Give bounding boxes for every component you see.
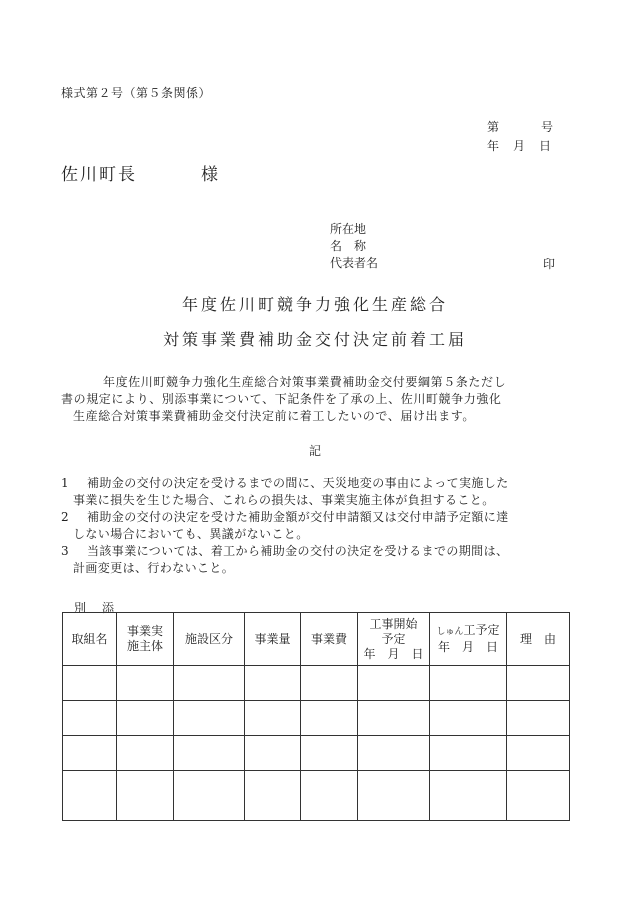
condition-item-2 — [61, 509, 581, 543]
table-cell[interactable] — [430, 666, 507, 701]
conditions-list — [61, 475, 581, 577]
condition-line-2: 計画変更は、行わないこと。 — [73, 561, 235, 575]
body-line-2: 書の規定により、別添事業について、下記条件を了承の上、佐川町競争力強化 — [61, 392, 502, 406]
table-cell[interactable] — [430, 736, 507, 771]
representative-label: 代表者名 — [330, 256, 379, 270]
table-cell[interactable] — [245, 666, 301, 701]
document-date-line — [487, 137, 551, 154]
table-cell[interactable] — [117, 666, 174, 701]
header-project-cost: 事業費 — [301, 613, 358, 666]
body-line-3: 生産総合対策事業費補助金交付決定前に着工したいので、届け出ます。 — [73, 409, 476, 423]
document-number-line — [487, 118, 553, 135]
table-cell[interactable] — [117, 771, 174, 821]
table-cell[interactable] — [245, 771, 301, 821]
ki-heading: 記 — [308, 444, 321, 458]
title-line-1: 年度佐川町競争力強化生産総合 — [181, 295, 448, 314]
seal-mark: 印 — [543, 257, 556, 271]
title-line-2: 対策事業費補助金交付決定前着工届 — [162, 330, 467, 349]
table-cell[interactable] — [63, 701, 117, 736]
form-number: 様式第２号（第５条関係） — [61, 86, 212, 100]
table-cell[interactable] — [358, 771, 430, 821]
table-cell[interactable] — [507, 771, 570, 821]
table-cell[interactable] — [174, 736, 245, 771]
table-cell[interactable] — [174, 666, 245, 701]
condition-line-1: 補助金の交付の決定を受けた補助金額が交付申請額又は交付申請予定額に達 — [87, 510, 509, 524]
table-row — [63, 666, 570, 701]
header-facility-category: 施設区分 — [174, 613, 245, 666]
number-dai: 第 — [487, 120, 500, 134]
table-cell[interactable] — [63, 771, 117, 821]
table-cell[interactable] — [117, 701, 174, 736]
table-cell[interactable] — [301, 771, 358, 821]
table-row — [63, 771, 570, 821]
header-project-volume: 事業量 — [245, 613, 301, 666]
table-cell[interactable] — [358, 666, 430, 701]
address-label: 所在地 — [330, 222, 367, 236]
table-row — [63, 701, 570, 736]
number-go: 号 — [541, 120, 554, 134]
table-cell[interactable] — [507, 666, 570, 701]
condition-number: 2 — [61, 510, 70, 524]
header-initiative-name: 取組名 — [63, 613, 117, 666]
addressee-name: 佐川町長 — [61, 165, 137, 185]
body-line-1: 年度佐川町競争力強化生産総合対策事業費補助金交付要綱第５条ただし — [103, 375, 507, 389]
condition-item-1 — [61, 475, 581, 509]
table-cell[interactable] — [358, 736, 430, 771]
name-label: 名 称 — [330, 239, 367, 253]
table-cell[interactable] — [507, 701, 570, 736]
addressee-honorific: 様 — [201, 165, 220, 185]
table-cell[interactable] — [63, 666, 117, 701]
attachment-table — [62, 612, 570, 821]
condition-line-1: 当該事業については、着工から補助金の交付の決定を受けるまでの期間は、 — [87, 544, 509, 558]
table-header-row — [63, 613, 570, 666]
date-day: 日 — [539, 139, 552, 153]
attachment-label: 別 添 — [74, 601, 117, 615]
body-paragraph — [61, 374, 573, 425]
condition-line-2: 事業に損失を生じた場合、これらの損失は、事業実施主体が負担すること。 — [73, 493, 495, 507]
header-completion-scheduled: しゅん工予定 年 月 日 — [430, 613, 507, 666]
table-row — [63, 736, 570, 771]
table-cell[interactable] — [245, 736, 301, 771]
table-cell[interactable] — [63, 736, 117, 771]
table-cell[interactable] — [174, 771, 245, 821]
header-reason: 理 由 — [507, 613, 570, 666]
table-cell[interactable] — [430, 771, 507, 821]
condition-number: 1 — [61, 476, 70, 490]
applicant-block — [330, 221, 378, 272]
table-cell[interactable] — [430, 701, 507, 736]
header-implementing-entity: 事業実 施主体 — [117, 613, 174, 666]
condition-item-3 — [61, 543, 581, 577]
table-cell[interactable] — [358, 701, 430, 736]
date-month: 月 — [513, 139, 526, 153]
table-cell[interactable] — [245, 701, 301, 736]
table-cell[interactable] — [301, 701, 358, 736]
table-cell[interactable] — [507, 736, 570, 771]
date-year: 年 — [487, 139, 500, 153]
table-cell[interactable] — [301, 736, 358, 771]
table-cell[interactable] — [117, 736, 174, 771]
addressee — [61, 160, 220, 185]
table-cell[interactable] — [301, 666, 358, 701]
header-construction-start: 工事開始 予定 年 月 日 — [358, 613, 430, 666]
condition-line-1: 補助金の交付の決定を受けるまでの間に、天災地変の事由によって実施した — [87, 476, 509, 490]
condition-number: 3 — [61, 544, 70, 558]
condition-line-2: しない場合においても、異議がないこと。 — [73, 527, 309, 541]
table-cell[interactable] — [174, 701, 245, 736]
